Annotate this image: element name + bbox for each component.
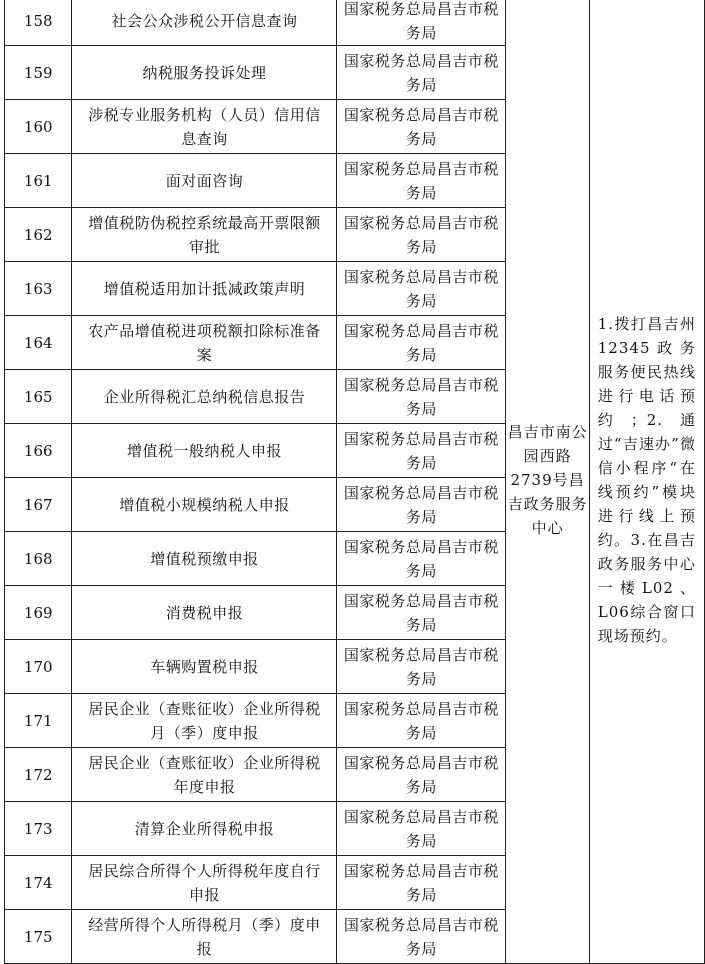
- row-number: 162: [5, 208, 72, 262]
- department-cell: 国家税务总局昌吉市税务局: [337, 316, 506, 370]
- department-cell: 国家税务总局昌吉市税务局: [337, 100, 506, 154]
- row-number: 171: [5, 694, 72, 748]
- service-item-name: 社会公众涉税公开信息查询: [72, 0, 337, 46]
- row-number: 170: [5, 640, 72, 694]
- service-item-name: 农产品增值税进项税额扣除标准备案: [72, 316, 337, 370]
- row-number: 165: [5, 370, 72, 424]
- department-cell: 国家税务总局昌吉市税务局: [337, 586, 506, 640]
- service-item-name: 纳税服务投诉处理: [72, 46, 337, 100]
- department-cell: 国家税务总局昌吉市税务局: [337, 478, 506, 532]
- row-number: 167: [5, 478, 72, 532]
- service-item-name: 清算企业所得税申报: [72, 802, 337, 856]
- department-cell: 国家税务总局昌吉市税务局: [337, 640, 506, 694]
- service-item-name: 居民企业（查账征收）企业所得税年度申报: [72, 748, 337, 802]
- department-cell: 国家税务总局昌吉市税务局: [337, 154, 506, 208]
- row-number: 163: [5, 262, 72, 316]
- row-number: 160: [5, 100, 72, 154]
- row-number: 159: [5, 46, 72, 100]
- department-cell: 国家税务总局昌吉市税务局: [337, 370, 506, 424]
- row-number: 166: [5, 424, 72, 478]
- service-item-name: 增值税适用加计抵减政策声明: [72, 262, 337, 316]
- department-cell: 国家税务总局昌吉市税务局: [337, 46, 506, 100]
- service-table: [4, 0, 705, 964]
- row-number: 164: [5, 316, 72, 370]
- service-item-name: 经营所得个人所得税月（季）度申报: [72, 910, 337, 964]
- service-item-name: 居民企业（查账征收）企业所得税月（季）度申报: [72, 694, 337, 748]
- service-item-name: 增值税小规模纳税人申报: [72, 478, 337, 532]
- location-text: 昌吉市南公园西路2739号昌吉政务服务中心: [507, 423, 588, 537]
- row-number: 161: [5, 154, 72, 208]
- service-item-name: 增值税一般纳税人申报: [72, 424, 337, 478]
- service-item-name: 消费税申报: [72, 586, 337, 640]
- row-number: 158: [5, 0, 72, 46]
- department-cell: 国家税务总局昌吉市税务局: [337, 0, 506, 46]
- department-cell: 国家税务总局昌吉市税务局: [337, 208, 506, 262]
- service-item-name: 企业所得税汇总纳税信息报告: [72, 370, 337, 424]
- table-row: [5, 0, 705, 46]
- department-cell: 国家税务总局昌吉市税务局: [337, 802, 506, 856]
- row-number: 173: [5, 802, 72, 856]
- service-item-name: 增值税防伪税控系统最高开票限额审批: [72, 208, 337, 262]
- department-cell: 国家税务总局昌吉市税务局: [337, 694, 506, 748]
- department-cell: 国家税务总局昌吉市税务局: [337, 910, 506, 964]
- appointment-method-text: 1.拨打昌吉州12345政务服务便民热线进行电话预约；2.通过“吉速办”微信小程序“在线预约”模块进行线上预约。3.在昌吉政务服务中心一楼L02、L06综合窗口现场预约。: [597, 315, 696, 645]
- service-item-name: 车辆购置税申报: [72, 640, 337, 694]
- row-number: 174: [5, 856, 72, 910]
- department-cell: 国家税务总局昌吉市税务局: [337, 856, 506, 910]
- service-item-name: 增值税预缴申报: [72, 532, 337, 586]
- service-item-name: 居民综合所得个人所得税年度自行申报: [72, 856, 337, 910]
- service-item-name: 涉税专业服务机构（人员）信用信息查询: [72, 100, 337, 154]
- appointment-method-cell: [589, 0, 704, 964]
- row-number: 169: [5, 586, 72, 640]
- department-cell: 国家税务总局昌吉市税务局: [337, 532, 506, 586]
- row-number: 168: [5, 532, 72, 586]
- department-cell: 国家税务总局昌吉市税务局: [337, 748, 506, 802]
- department-cell: 国家税务总局昌吉市税务局: [337, 262, 506, 316]
- row-number: 172: [5, 748, 72, 802]
- department-cell: 国家税务总局昌吉市税务局: [337, 424, 506, 478]
- service-item-name: 面对面咨询: [72, 154, 337, 208]
- location-cell: [506, 0, 589, 964]
- row-number: 175: [5, 910, 72, 964]
